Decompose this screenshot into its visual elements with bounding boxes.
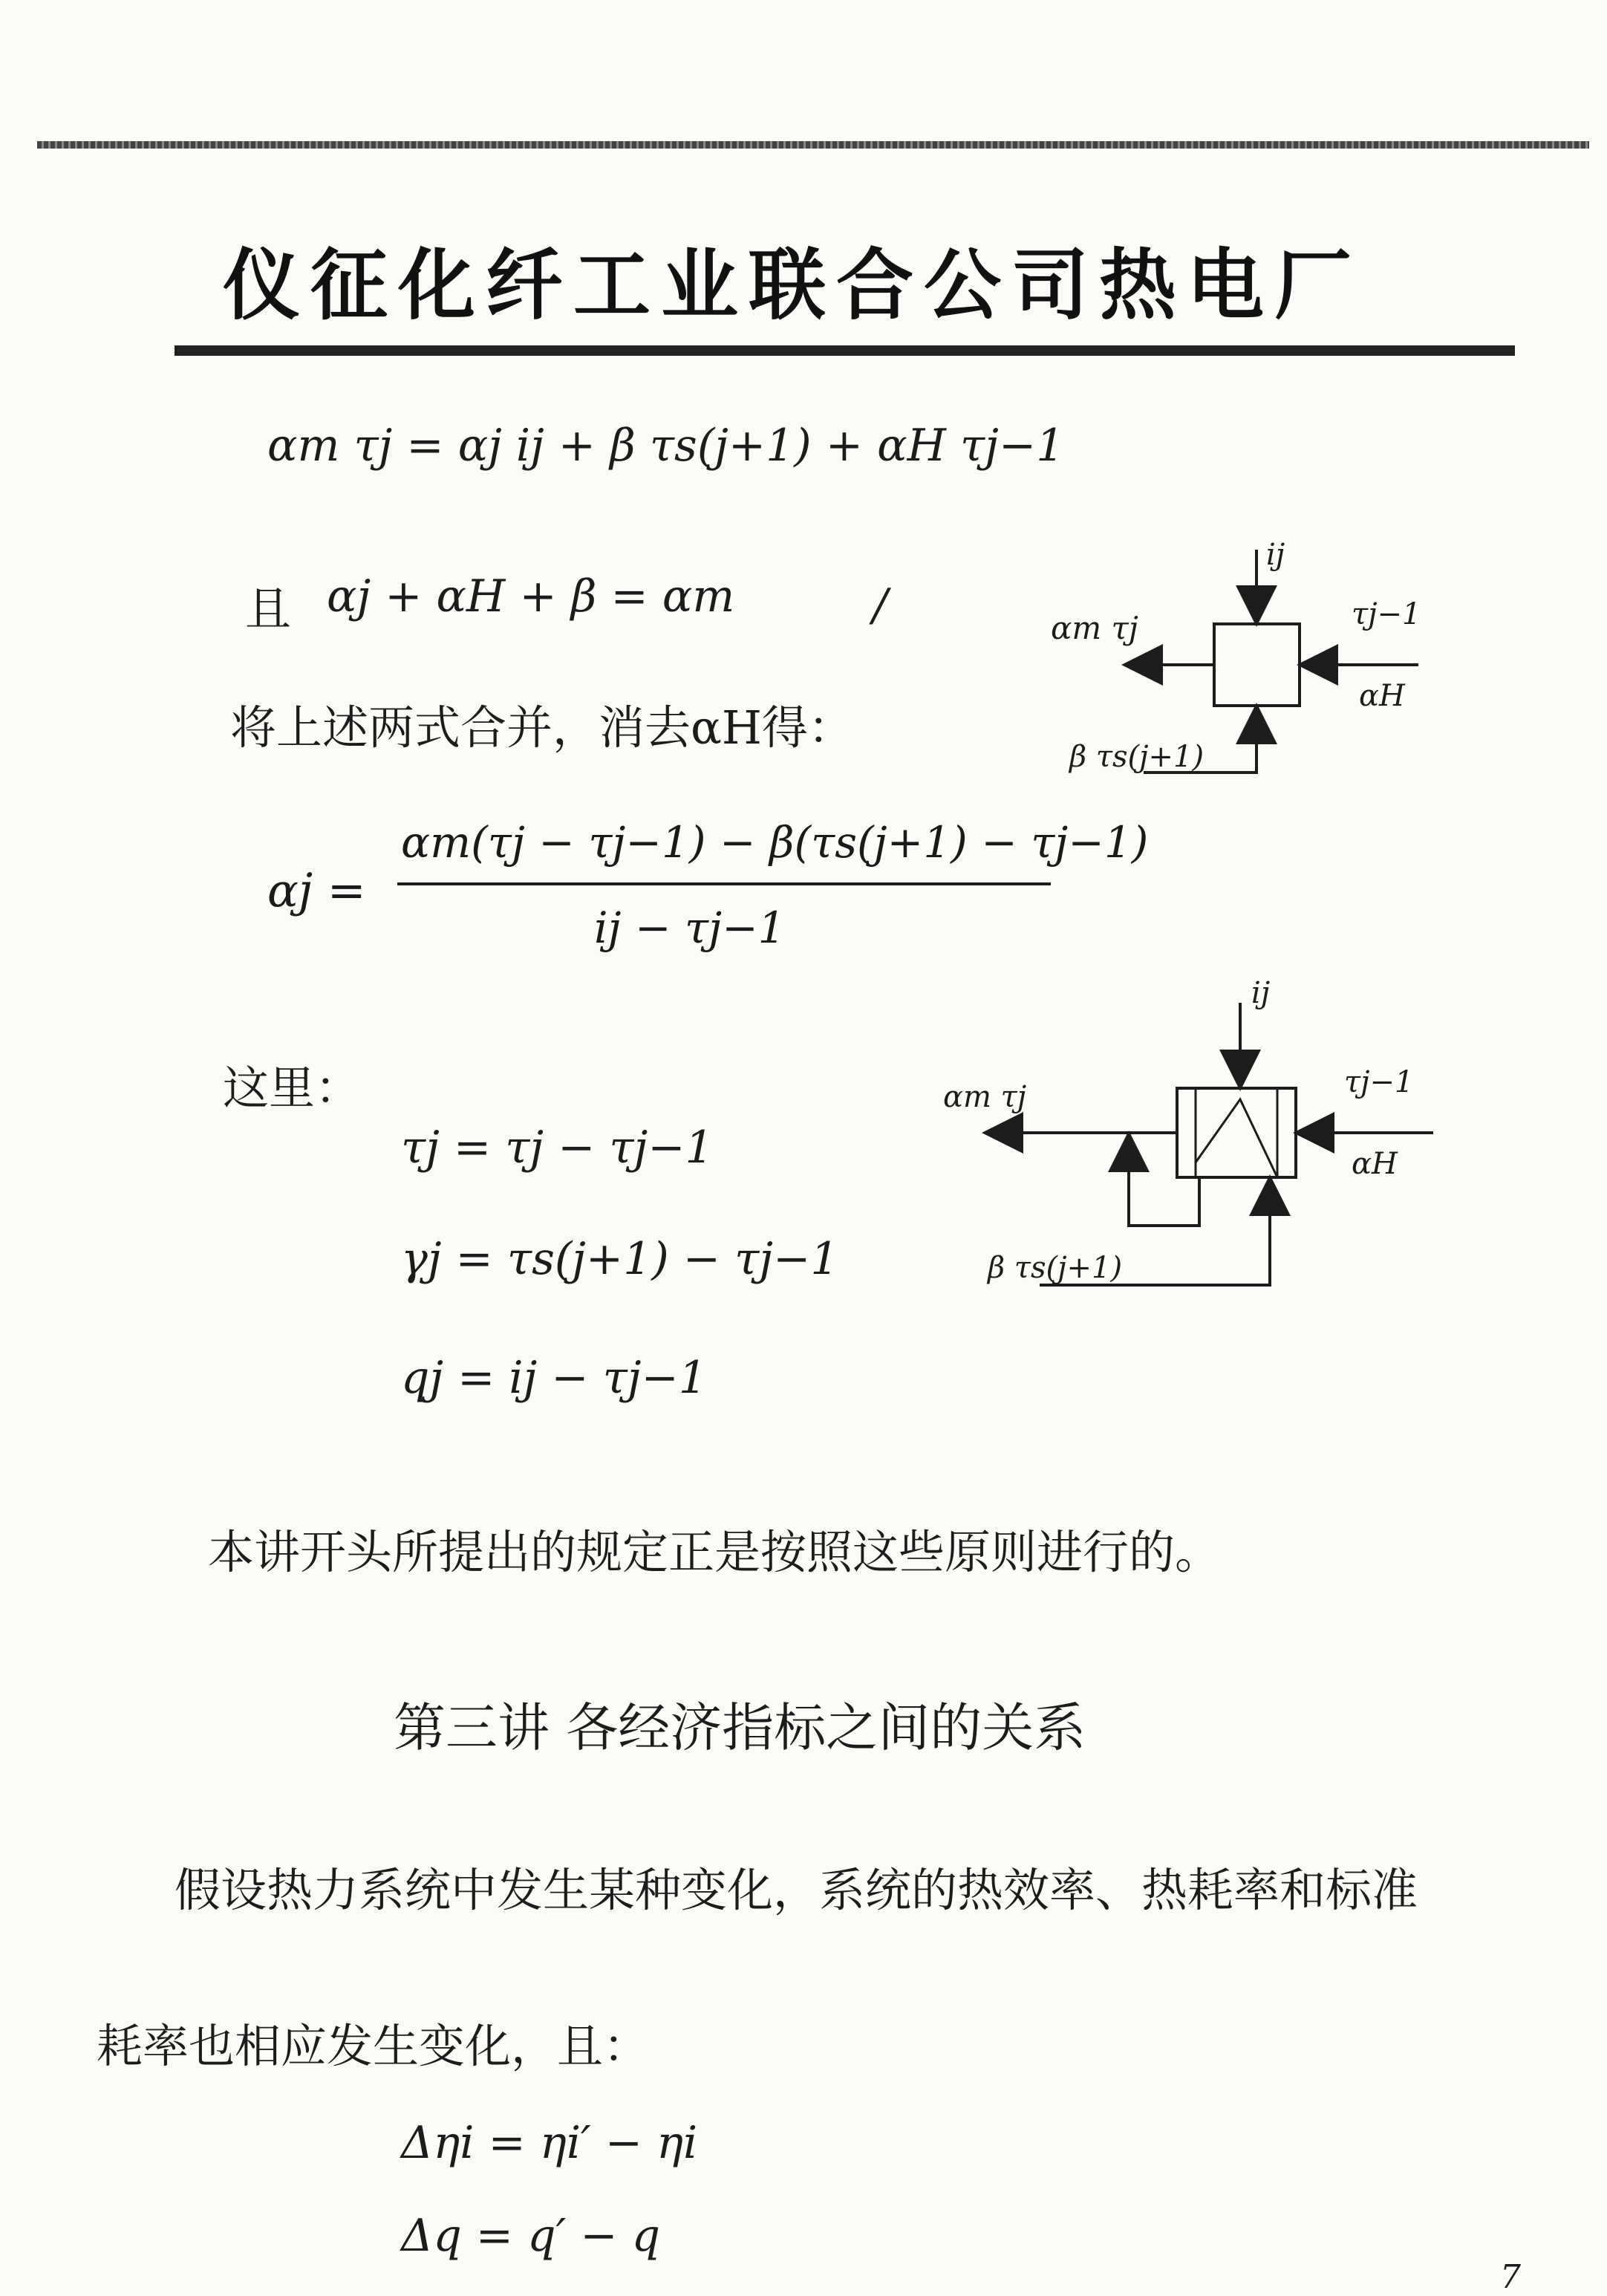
heater-inner-zigzag — [1196, 1099, 1277, 1177]
sum-prefix: 且 — [245, 582, 292, 636]
d2-out-label: αm τj — [943, 1080, 1027, 1114]
d2-right-bottom-label: αH — [1352, 1147, 1398, 1181]
delta-eta-equation: Δηi = ηi′ − ηi — [401, 2117, 698, 2169]
d1-right-bottom-label: αH — [1359, 679, 1405, 713]
heater-box — [1214, 624, 1300, 706]
d1-bottom-label: β τs(j+1) — [1069, 740, 1205, 774]
d1-out-label: αm τj — [1051, 610, 1138, 646]
letterhead-rule — [175, 345, 1515, 356]
page-number: 7 — [1500, 2258, 1521, 2296]
heater-diagram-1 — [1040, 527, 1456, 795]
d1-right-top-label: τj−1 — [1352, 597, 1421, 631]
d2-bottom-label: β τs(j+1) — [988, 1251, 1123, 1285]
combine-text: 将上述两式合并，消去αH得： — [230, 700, 854, 755]
q-definition: qj = ij − τj−1 — [401, 1352, 707, 1404]
top-border-rule — [37, 141, 1589, 149]
paragraph-line-2: 耗率也相应发生变化，且： — [97, 2019, 650, 2073]
sum-equation: αj + αH + β = αm — [327, 570, 735, 622]
d2-recirculation-loop — [1129, 1136, 1199, 1226]
alpha-j-denominator: ij − τj−1 — [594, 903, 786, 953]
section-title: 第三讲 各经济指标之间的关系 — [394, 1697, 1086, 1758]
d2-right-top-label: τj−1 — [1344, 1065, 1414, 1099]
rule-statement: 本讲开头所提出的规定正是按照这些原则进行的。 — [208, 1525, 1222, 1579]
heater-diagram-2 — [928, 958, 1463, 1315]
d2-top-label: ij — [1251, 976, 1271, 1010]
here-label: 这里： — [223, 1061, 362, 1115]
balance-equation: αm τj = αj ij + β τs(j+1) + αH τj−1 — [267, 420, 1065, 472]
fraction-bar — [397, 882, 1051, 885]
paragraph-line-1: 假设热力系统中发生某种变化，系统的热效率、热耗率和标准 — [175, 1863, 1418, 1917]
tau-definition: τj = τj − τj−1 — [401, 1122, 714, 1174]
margin-tick: / — [873, 579, 888, 631]
alpha-j-numerator: αm(τj − τj−1) − β(τs(j+1) − τj−1) — [401, 817, 1149, 868]
letterhead-title: 仪征化纤工业联合公司热电厂 — [223, 240, 1363, 331]
gamma-definition: γj = τs(j+1) − τj−1 — [401, 1233, 839, 1285]
d1-top-label: ij — [1266, 538, 1285, 572]
alpha-j-lhs: αj = — [267, 863, 366, 917]
delta-q-equation: Δq = q′ − q — [401, 2210, 661, 2262]
